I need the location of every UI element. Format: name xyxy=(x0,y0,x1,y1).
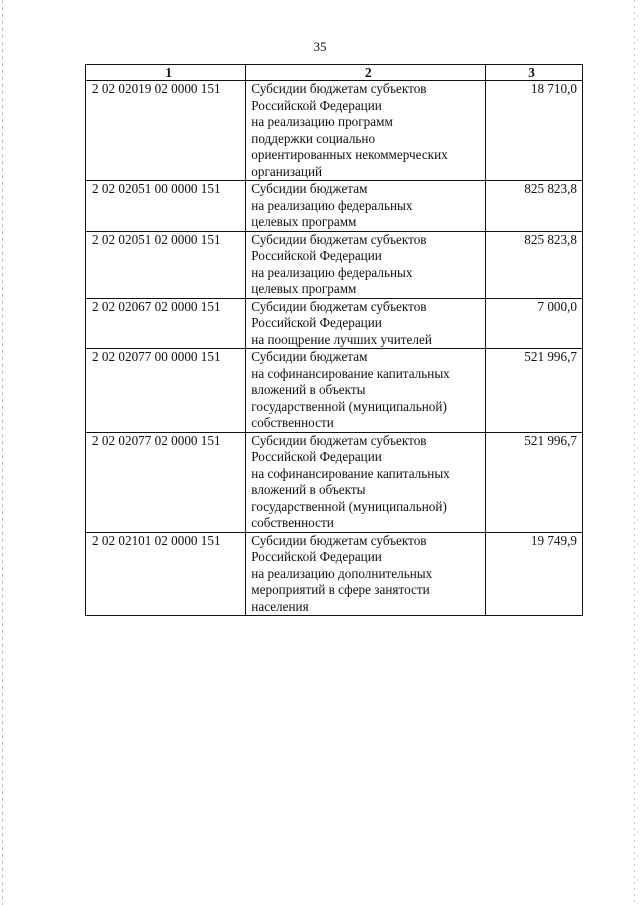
scan-edge-right xyxy=(634,0,635,905)
description-line: поддержки социально xyxy=(251,130,376,146)
amount-value: 18 710,0 xyxy=(486,81,583,181)
description-line: государственной (муниципальной) xyxy=(251,498,447,514)
budget-code: 2 02 02077 00 0000 151 xyxy=(86,349,246,433)
table-row xyxy=(86,181,583,232)
budget-code: 2 02 02101 02 0000 151 xyxy=(86,532,246,616)
budget-code: 2 02 02077 02 0000 151 xyxy=(86,432,246,532)
description-line: Российской Федерации xyxy=(251,449,382,464)
description-line: Субсидии бюджетам субъектов xyxy=(251,231,427,247)
description-line: собственности xyxy=(251,415,334,430)
description-line: Субсидии бюджетам субъектов xyxy=(251,298,427,314)
amount-value: 521 996,7 xyxy=(486,349,583,433)
scan-edge-left xyxy=(2,0,3,905)
amount-value: 7 000,0 xyxy=(486,298,583,349)
description-line: Субсидии бюджетам xyxy=(251,181,368,196)
description-line: на софинансирование капитальных xyxy=(251,465,450,481)
description-line: целевых программ xyxy=(251,281,357,296)
budget-code: 2 02 02051 00 0000 151 xyxy=(86,181,246,232)
description-line: Российской Федерации xyxy=(251,315,382,330)
description-line: на реализацию федеральных xyxy=(251,197,413,213)
description-line: Российской Федерации xyxy=(251,248,382,263)
budget-code: 2 02 02019 02 0000 151 xyxy=(86,81,246,181)
table-row xyxy=(86,231,583,298)
column-header-2: 2 xyxy=(246,65,486,81)
table-row xyxy=(86,349,583,433)
amount-value: 825 823,8 xyxy=(486,231,583,298)
column-header-3: 3 xyxy=(486,65,583,81)
description-line: на реализацию федеральных xyxy=(251,264,413,280)
row-description xyxy=(246,81,486,181)
description-line: ориентированных некоммерческих xyxy=(251,147,448,162)
amount-value: 19 749,9 xyxy=(486,532,583,616)
amount-value: 825 823,8 xyxy=(486,181,583,232)
row-description xyxy=(246,432,486,532)
description-line: Российской Федерации xyxy=(251,97,382,113)
budget-code: 2 02 02051 02 0000 151 xyxy=(86,231,246,298)
description-line: государственной (муниципальной) xyxy=(251,398,447,414)
row-description xyxy=(246,532,486,616)
description-line: на поощрение лучших учителей xyxy=(251,331,432,347)
description-line: Субсидии бюджетам субъектов xyxy=(251,532,427,548)
row-description xyxy=(246,349,486,433)
budget-table xyxy=(85,64,583,616)
description-line: Субсидии бюджетам субъектов xyxy=(251,81,427,96)
description-line: на реализацию дополнительных xyxy=(251,565,433,581)
description-line: мероприятий в сфере занятости xyxy=(251,582,430,597)
table-row xyxy=(86,298,583,349)
description-line: Российской Федерации xyxy=(251,549,382,564)
row-description xyxy=(246,231,486,298)
amount-value: 521 996,7 xyxy=(486,432,583,532)
table-row xyxy=(86,81,583,181)
table-row xyxy=(86,432,583,532)
description-line: населения xyxy=(251,598,309,614)
description-line: вложений в объекты xyxy=(251,482,366,497)
budget-code: 2 02 02067 02 0000 151 xyxy=(86,298,246,349)
table-header-row xyxy=(86,65,583,81)
description-line: Субсидии бюджетам xyxy=(251,349,368,364)
table-row xyxy=(86,532,583,616)
row-description xyxy=(246,298,486,349)
description-line: на реализацию программ xyxy=(251,114,393,129)
description-line: на софинансирование капитальных xyxy=(251,365,450,381)
description-line: целевых программ xyxy=(251,214,357,229)
description-line: вложений в объекты xyxy=(251,382,366,397)
row-description xyxy=(246,181,486,232)
description-line: собственности xyxy=(251,515,334,530)
description-line: Субсидии бюджетам субъектов xyxy=(251,432,427,448)
description-line: организаций xyxy=(251,163,323,179)
page-number: 35 xyxy=(313,39,327,54)
column-header-1: 1 xyxy=(86,65,246,81)
